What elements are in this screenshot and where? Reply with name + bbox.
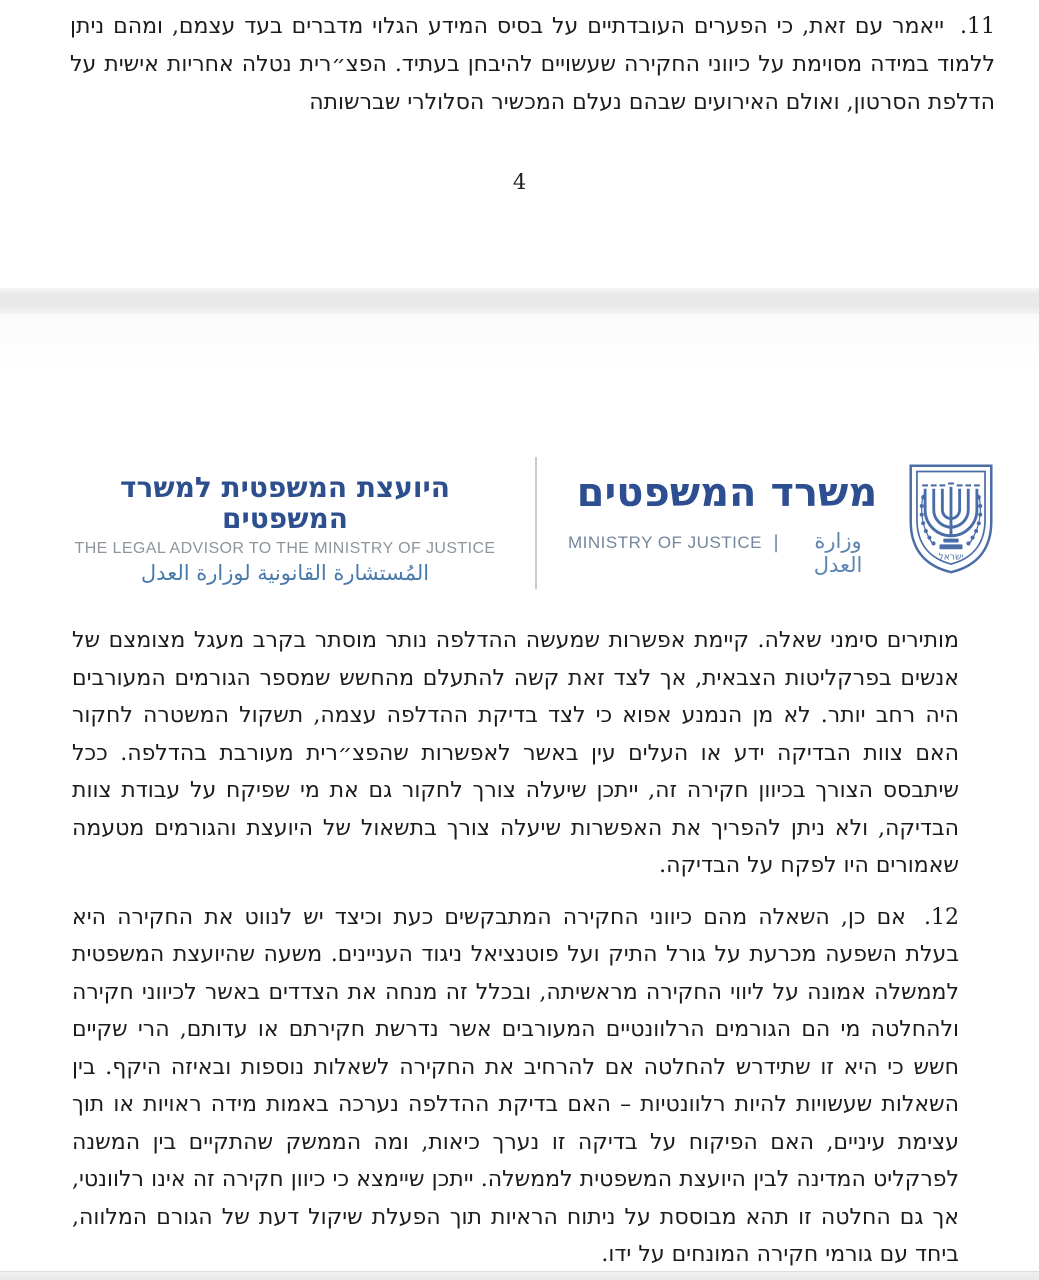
bottom-page-break-band (0, 1271, 1039, 1280)
letterhead-divider (535, 457, 537, 589)
ministry-title-hebrew: משרד המשפטים (576, 470, 878, 516)
paragraph-12 (72, 899, 959, 1274)
letterhead (0, 455, 1039, 600)
emblem-caption: ישראל (938, 552, 964, 563)
page-edge-shading (0, 314, 1039, 374)
page-break-band (0, 288, 1039, 314)
paragraph-11 (70, 8, 995, 122)
continuation-paragraph: מותירים סימני שאלה. קיימת אפשרות שמעשה ההדלפה נותר מוסתר בקרב מעגל מצומצם של אנשים בפרקליטות הצבאית, אך לצד זאת קשה להתעלם מהחשש שמספר הגורמים המעורבים היה רחב יותר. לא מן הנמנע אפוא כי לצד בדיקת ההדלפה עצמה, תשקול המשטרה לחקור האם צוות הבדיקה ידע או העלים עין באשר לאפשרות שהפצ״רית מעורבת בהדלפה. ככל שיתבסס הצורך בכיוון חקירה זה, ייתכן שיעלה צורך לחקור גם את מי שפיקח על עבודת צוות הבדיקה, ולא ניתן להפריך את האפשרות שיעלה צורך בתשאול של היועצת והגורמים מטעמה שאמורים היו לפקח על הבדיקה. (72, 628, 959, 878)
israel-emblem-icon (903, 460, 999, 581)
ministry-of-justice-logo (568, 471, 886, 577)
paragraph-11-number: 11. (960, 14, 995, 39)
ministry-title-arabic: وزارة العدل (813, 529, 863, 577)
legal-advisor-logo (60, 473, 510, 585)
legal-advisor-title-hebrew: היועצת המשפטית למשרד המשפטים (120, 471, 450, 535)
paragraph-12-text: אם כן, השאלה מהם כיווני החקירה המתבקשים כעת וכיצד יש לנווט את החקירה היא בעלת השפעה מכרעת על גורל התיק ועל פוטנציאל ניגוד העניינים. משעה שהיועצת המשפטית לממשלה אמונה על ליווי החקירה מראשיתה, ובכלל זה מנחה את הצדדים באשר לכיווני חקירה ולהחלטה מי הם הגורמים הרלוונטיים המעורבים אשר נדרשת חקירתם או עדותם, הרי שקיים חשש כי היא זו שתידרש להחלטה אם להרחיב את החקירה לשאלות נוספות ובאיזה היקף. בין השאלות שעשויות להיות רלוונטיות – האם בדיקת ההדלפה נערכה באמות מידה ראויות או תוך עצימת עיניים, האם הפיקוח על בדיקה זו נערך כיאות, ומה הממשק שהתקיים בין המשנה לפרקליט המדינה לבין היועצת המשפטית לממשלה. ייתכן שיימצא כי כיוון חקירה זה אינו רלוונטי, אך גם החלטה זו תהא מבוססת על ניתוח הראיות תוך הפעלת שיקול דעת של הגורם המלווה, ביחד עם גורמי חקירה המונחים על ידו. (72, 904, 959, 1267)
legal-advisor-title-arabic: المُستشارة القانونية لوزارة العدل (140, 560, 430, 585)
ministry-subtitle-row (568, 529, 886, 577)
paragraph-12-number: 12. (923, 904, 959, 930)
page-number: 4 (512, 170, 527, 194)
ministry-subtitle-separator: | (773, 532, 780, 553)
previous-page-fragment (70, 8, 995, 122)
document-body (72, 622, 959, 1274)
legal-advisor-title-english: THE LEGAL ADVISOR TO THE MINISTRY OF JUSTICE (74, 539, 496, 557)
ministry-title-english: MINISTRY OF JUSTICE (568, 533, 763, 552)
paragraph-11-text: ייאמר עם זאת, כי הפערים העובדתיים על בסיס המידע הגלוי מדברים בעד עצמם, ומהם ניתן ללמוד במידה מסוימת על כיווני החקירה שעשויים להיבחן בעתיד. הפצ״רית נטלה אחריות אישית על הדלפת הסרטון, ואולם האירועים שבהם נעלם המכשיר הסלולרי שברשותה (70, 14, 995, 115)
